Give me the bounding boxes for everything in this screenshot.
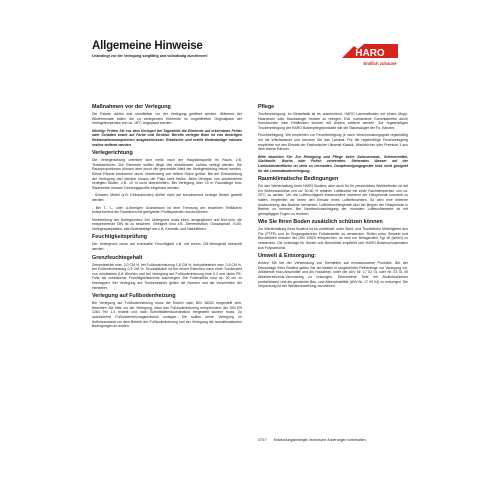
- section-paragraph: Der Untergrund muss auf eventuelle Feuchtigkeit z.B. mit einem CM-Messgerät überprüft werden.: [92, 242, 242, 252]
- footer-note: Entwicklungsbedingte, technische Änderungen vorbehalten.: [273, 438, 367, 442]
- section-paragraph: Verarbeitung des Untergrundes: Der Untergrund muss eben, ausgeglichen und fest sein, die entsprechende DIN ist zu beachten. Geeignet sind z.B. Zementestrich, Gussasphalt, V100-Verlegespanplatten, alte Bodenbeläge wie z.B. Keramik- und Naturfliesen.: [92, 217, 242, 231]
- section-heading: Feuchtigkeitsprüfung: [92, 234, 148, 241]
- section: [92, 150, 242, 231]
- logo-tagline-text: Endlich zuhause: [363, 61, 397, 66]
- section-paragraph: Bitte beachten Sie: Zur Reinigung und Pflege keine Scheuersand-, Scheuermittel, Stahlwolle, Wachs oder Polish verwenden. Stehendes Wasser auf der Laminatbodenfläche ist stets zu vermeiden. Dampfreinigungsgeräte sind nicht geeignet für die Laminatbodenreinigung.: [258, 154, 408, 173]
- section-paragraph: Für den Werterhaltung Ihres HARO Bodens, aber auch für Ihr persönliches Wohlbefinden ist auf ein Wohnraumklima von ca. 30-60 % relativer Luftfeuchte bei einer Raumtemperatur von ca. 20°C zu achten. Um die Luftfeuchtigkeit insbesondere während der Heizperiode konstant zu halten, empfehlen wir Ihnen den Einsatz eines Luftbefeuchters. So wird eine extreme Austrocknung des Bodens vermieden. Luftbefeuchtergerate sind bei Beginn der Heizperiode in Betrieb zu nehmen. Bei Nichtberücksichtigung der normalen Luftfeuchtewerte ist mit geringfügigen Fugen zu rechnen.: [258, 184, 408, 216]
- right-column: [258, 104, 408, 292]
- section: [258, 176, 408, 216]
- section: [92, 234, 242, 251]
- section-heading: Verlegung auf Fußbodenheizung: [92, 293, 176, 300]
- section-paragraph: - Schwere Möbel (z.B. Einbauküchen) dürfen nicht auf schwimmend verlegte Böden gestellt werden.: [92, 193, 242, 202]
- page-title: Allgemeine Hinweise: [92, 40, 203, 52]
- footer: [258, 438, 367, 442]
- footer-date: 07/17: [258, 438, 267, 442]
- section-paragraph: Bei Verlegung auf Fußbodenheizung muss die Estrich nach DIN 18202 hergestellt sein. Beachten Sie bitte vor der Verlegung, dass das Fußbodenheizung entsprechend der DIN EN 1264 Teil 1-4 erstellt und nach Schnittstellenkoordination hergestellt wurden muss. Zu ausreichend Fußbodenheizungsprotokoll vorlegen. Sie sollten keine Verlegung im Aufheizzustand vor dem Betrieb der Fußbodenheizung und der Verlegung die raumklimatischen Bedingungen zu achten.: [92, 301, 242, 329]
- section-heading: Verlegerichtung: [92, 150, 133, 157]
- section: [258, 219, 408, 250]
- section-heading: Wie Sie Ihren Boden zusätzlich schützen können: [258, 219, 383, 226]
- section-paragraph: Zur Werterhaltung Ihres Bodens ist es vorteilhaft, unter Stuhl- und Tischbeinen Möbelgleiter aus Filz (PTFE) und im Eingangsbereich Fußabstreifer zu verwenden. Rollen unter Sesseln und Bürostühlen müssen der DIN 12529 entsprechen, es sind nur Belagsrollen Typ W (weich) zu verwenden. Die Unterlage für Sessel und Bürostühle empfiehlt sich HARO Bodenschutzmatten aus Polycarbonat.: [258, 227, 408, 250]
- section: [258, 104, 408, 173]
- logo-brand-text: HARO: [355, 48, 385, 59]
- section-heading: Maßnahmen vor der Verlegung: [92, 104, 171, 110]
- section-paragraph: Feuchtreinigung: Wir empfehlen zur Feuchtreinigung je nach Verschmutzungsgrad regelmäßig mit mit Wischwasser und schonen Sie das Laminat. Für die regelmäßige Feuchtreinigung empfehlen wir den Einsatz der Flachwischer Ultramat Klassik, Wischtücher oder Premium 3 aus dem Hause Kärcher.: [258, 133, 408, 152]
- section-heading: Raumklimatische Bedingungen: [258, 176, 339, 183]
- section: [92, 255, 242, 291]
- section-heading: Pflege: [258, 104, 275, 110]
- page-subtitle: Unbedingt vor der Verlegung sorgfältig und vollständig durchlesen!: [92, 54, 208, 58]
- section: [92, 104, 242, 147]
- section-paragraph: Trockenreinigung: Im Bedarfsfall ist es ausreichend, HARO Laminatboden mit einem Mopp, Haarbesen oder Staubsauger trocken zu reinigen. Evtl. vorhandene Gummiabriebe durch Schuhsohlen oder Fettflecken können mit Aceton entfernt werden. Zur regelmäßigen Trockenreinigung der HARO Bodenpflegeprodukte wie die Staubsauger der Fa. Kärcher.: [258, 112, 408, 130]
- left-column: [92, 104, 242, 332]
- section: [92, 293, 242, 329]
- section-heading: Umwelt & Entsorgung:: [258, 253, 317, 260]
- section-heading: Grenzfeuchtegehalt: [92, 254, 143, 261]
- haro-logo: [340, 36, 400, 72]
- section-paragraph: Wichtig: Prüfen Sie vor dem Verlegen bei Tageslicht die Elemente auf erkennbare Fehler oder Schäden sowie auf Farbe und Struktur. Bereits verlegte Ware ist von derartigen Reklamationsansprüchen ausgeschlossen. Elastische und textile Bodenbeläge müssen restlos entfernt werden.: [92, 128, 242, 147]
- section-paragraph: Achten Sie bei der Verwendung von Kleinteilen auf emissionsarme Produkte. Bei der Demontage Ihres Bodens gelten Sie am besten in umgekehrter Reihenfolge zur Verlegung vor. Anfallende Holz-Abschnitte und als Holzabfall, unter der AVV Nr. 17 02 01 oder Nr. 03 01 05 Abfallverzeichnis-Verordnung zu entsorgen. Demontierte Teile mit Abdeckschienen (umfahrbarer) und als gemischte Bau- und Abbruchabfälle (AVV-Nr. 17 09 04) zu entsorgen. Die Verpackung ist der Wiederverwertung zuzuführen.: [258, 261, 408, 289]
- section-paragraph: Die Verlegerichtung orientiert sich meist nach der Hauptlichtquelle im Raum, z.B. Terrassentüren. Die Elemente sollten längs des einfallenden Lichtes verlegt werden. Die Raumproportionen können aber durch die geschickte Wahl der Verlegerichtung betont werden. Kleine Räume erscheinen durch Verwendung von hellem Dekor größer. Bei der Entscheidung der Verlegung darf darüber hinaus der Platz nicht fehlen. Beim Verlegen von schwimmend verlegten Böden, z.B. 10 m nicht überschritten. Bei Verlegung über 10 m Raumlänge bzw. Raumbreite müssen Dehnungsprofile eingebaut werden.: [92, 158, 242, 190]
- section-paragraph: Die Pakete dürfen erst unmittelbar vor der Verlegung geöffnet werden. Während der Wintermonate sollen die zu verlegenden Elemente im ungeöffneten Originalpack der Verlegetemperatur von ca. 18°C angepasst werden.: [92, 112, 242, 126]
- section-paragraph: Zementestrich max. 2,0 CM %, bei Fußbodenheizung 1,8 CM %, Anhydritestrich max. 0,5 CM %, bei Fußbodenheizung 0,3 CM %. Grundsätzlich ist bei neuen Estrichen nach einer Trockenzeit von mindestens 6-8 Wochen und bei Verlegung auf Fußbodenheizung eine 0,2 mm dicke PE-Folie als zusätzlicher Feuchtigkeitsschutz auszulegen. Die Folienstöße sind ca. 20 cm zu überlappen. Bei Verlegung auf Trockenestrich gelten die Normen und die Vorschriften der Hersteller.: [92, 262, 242, 290]
- section: [258, 253, 408, 289]
- section-paragraph: - Bei T-, L- oder U-förmigen Grundrissen ist eine Trennung der einzelnen Teilflächen entsprechend der Raumform mit geeigneten Profilsystemen durchzuführen.: [92, 205, 242, 215]
